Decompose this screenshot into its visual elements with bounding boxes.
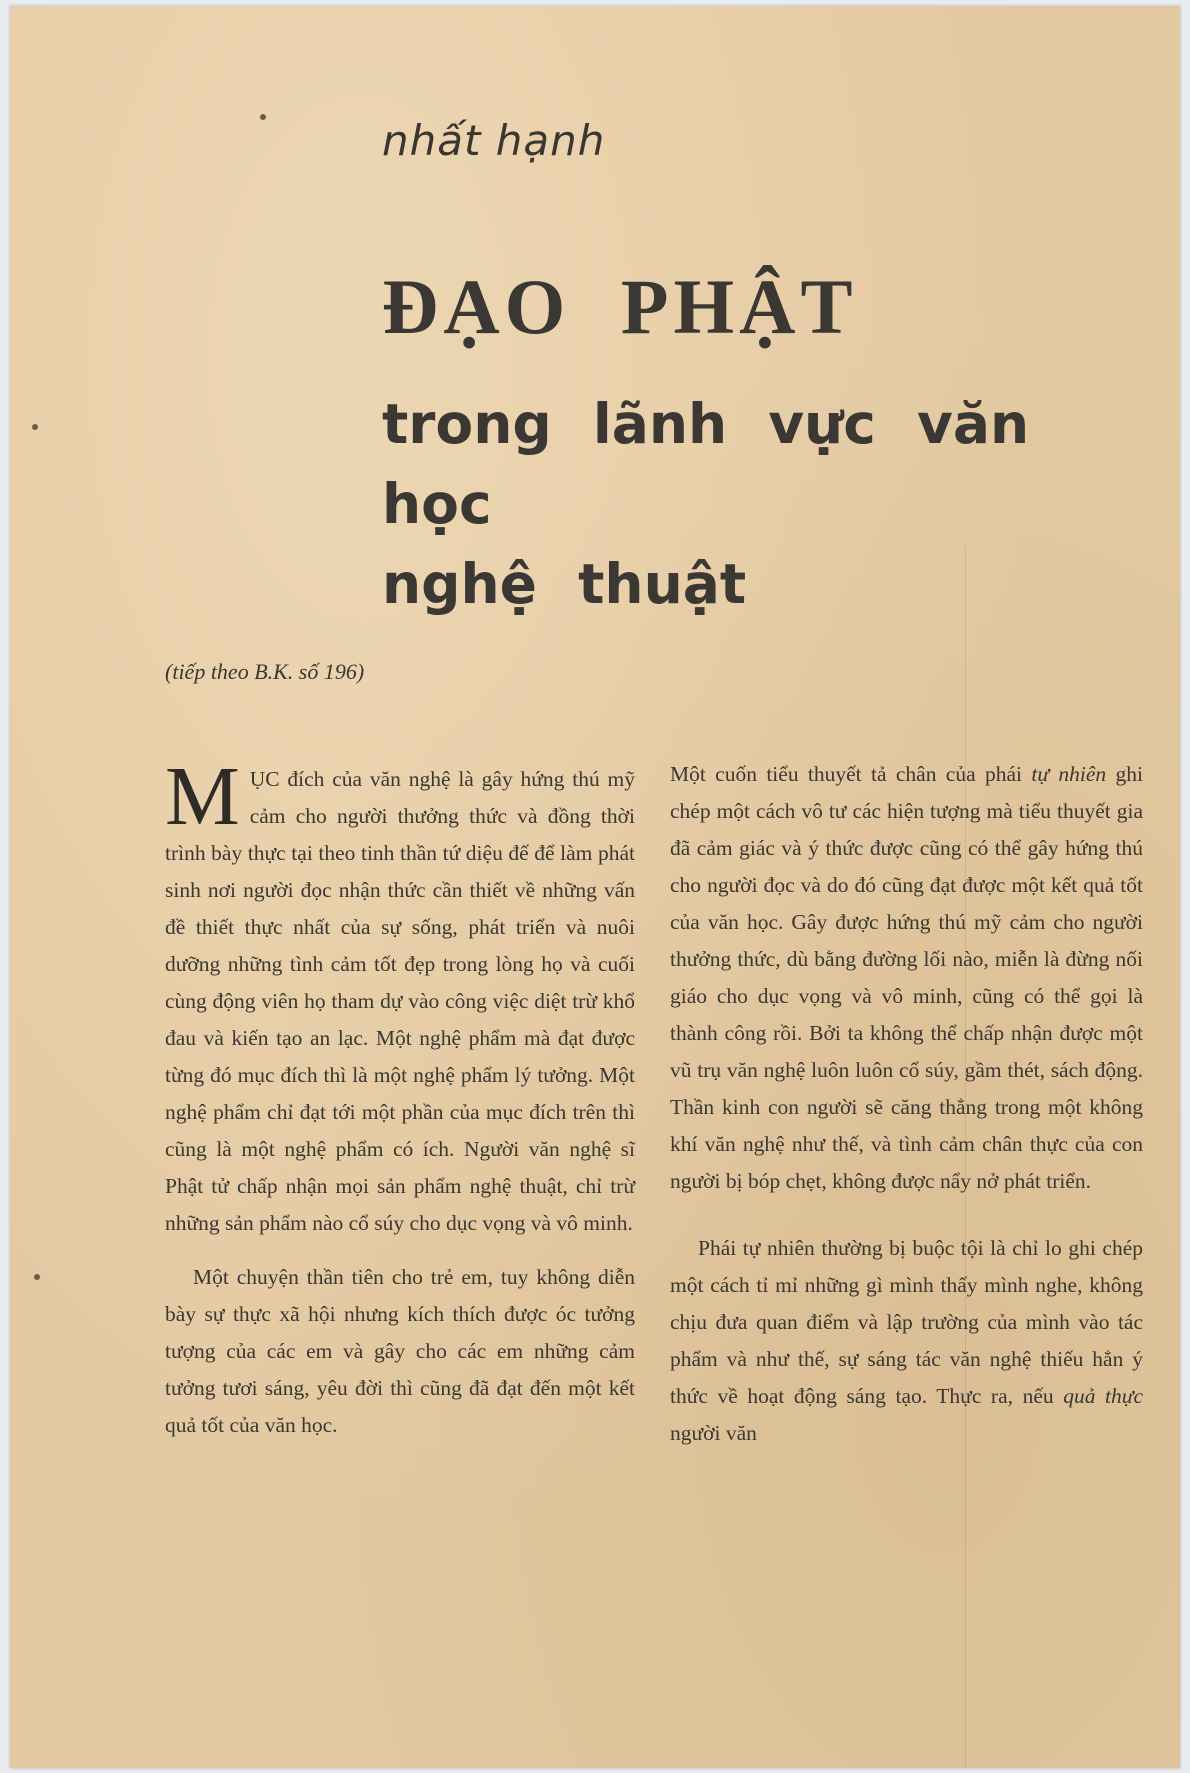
paper-speck bbox=[32, 424, 38, 430]
article-title: ĐẠO PHẬT bbox=[382, 263, 858, 350]
right-column bbox=[670, 756, 1143, 1452]
author-name: nhất hạnh bbox=[382, 116, 606, 165]
magazine-page bbox=[10, 6, 1180, 1768]
paper-speck bbox=[34, 1274, 40, 1280]
subtitle-line-1: trong lãnh vực văn học bbox=[382, 392, 1030, 536]
article-subtitle bbox=[382, 384, 1142, 624]
right-paragraph-1 bbox=[670, 756, 1143, 1200]
continuation-note: (tiếp theo B.K. số 196) bbox=[165, 659, 365, 684]
drop-cap: M bbox=[165, 750, 240, 843]
right-paragraph-2 bbox=[670, 1230, 1143, 1452]
emphasis-tu-nhien: tự nhiên bbox=[1031, 762, 1107, 786]
left-paragraph-1 bbox=[165, 750, 635, 1242]
paper-speck bbox=[260, 114, 266, 120]
right-paragraph-1-text-b: ghi chép một cách vô tư các hiện tượng mà tiểu thuyết gia đã cảm giác và ý thức được cũng có thể gây hứng thú cho người đọc và do đó cũng đạt được một kết quả tốt của văn học. Gây được hứng thú mỹ cảm cho người thưởng thức, dù bằng đường lối nào, miễn là đừng nối giáo cho dục vọng và vô minh, cũng có thể gọi là thành công rồi. Bởi ta không thể chấp nhận được một vũ trụ văn nghệ luôn luôn cổ súy, gầm thét, sách động. Thần kinh con người sẽ căng thẳng trong một không khí văn nghệ như thế, và tình cảm chân thực của con người bị bóp chẹt, không được nẩy nở phát triển. bbox=[670, 762, 1143, 1193]
right-paragraph-1-text-a: Một cuốn tiểu thuyết tả chân của phái bbox=[670, 762, 1032, 786]
subtitle-line-2: nghệ thuật bbox=[382, 552, 747, 616]
emphasis-qua-thuc: quả thực bbox=[1063, 1384, 1143, 1408]
left-paragraph-1-text: ỤC đích của văn nghệ là gây hứng thú mỹ cảm cho người thưởng thức và đồng thời trình bày thực tại theo tinh thần tứ diệu đế để làm phát sinh nơi người đọc nhận thức cần thiết về những vấn đề thiết thực nhất của sự sống, phát triển và nuôi dưỡng những tình cảm tốt đẹp trong lòng họ và cuối cùng động viên họ tham dự vào công việc diệt trừ khổ đau và kiến tạo an lạc. Một nghệ phẩm mà đạt được từng đó mục đích thì là một nghệ phẩm lý tưởng. Một nghệ phẩm chỉ đạt tới một phần của mục đích trên thì cũng là một nghệ phẩm có ích. Người văn nghệ sĩ Phật tử chấp nhận mọi sản phẩm nghệ thuật, chỉ trừ những sản phẩm nào cổ súy cho dục vọng và vô minh. bbox=[165, 767, 635, 1235]
right-paragraph-2-text-a: Phái tự nhiên thường bị buộc tội là chỉ lo ghi chép một cách tỉ mỉ những gì mình thấy mình nghe, không chịu đưa quan điểm và lập trường của mình vào tác phẩm và như thế, sự sáng tác văn nghệ thiếu hẳn ý thức về hoạt động sáng tạo. Thực ra, nếu bbox=[670, 1236, 1143, 1408]
right-paragraph-2-text-b: người văn bbox=[670, 1421, 757, 1445]
left-column bbox=[165, 750, 635, 1444]
left-paragraph-2: Một chuyện thần tiên cho trẻ em, tuy không diễn bày sự thực xã hội nhưng kích thích được óc tưởng tượng của các em và gây cho các em những cảm tưởng tươi sáng, yêu đời thì cũng đã đạt đến một kết quả tốt của văn học. bbox=[165, 1265, 635, 1437]
